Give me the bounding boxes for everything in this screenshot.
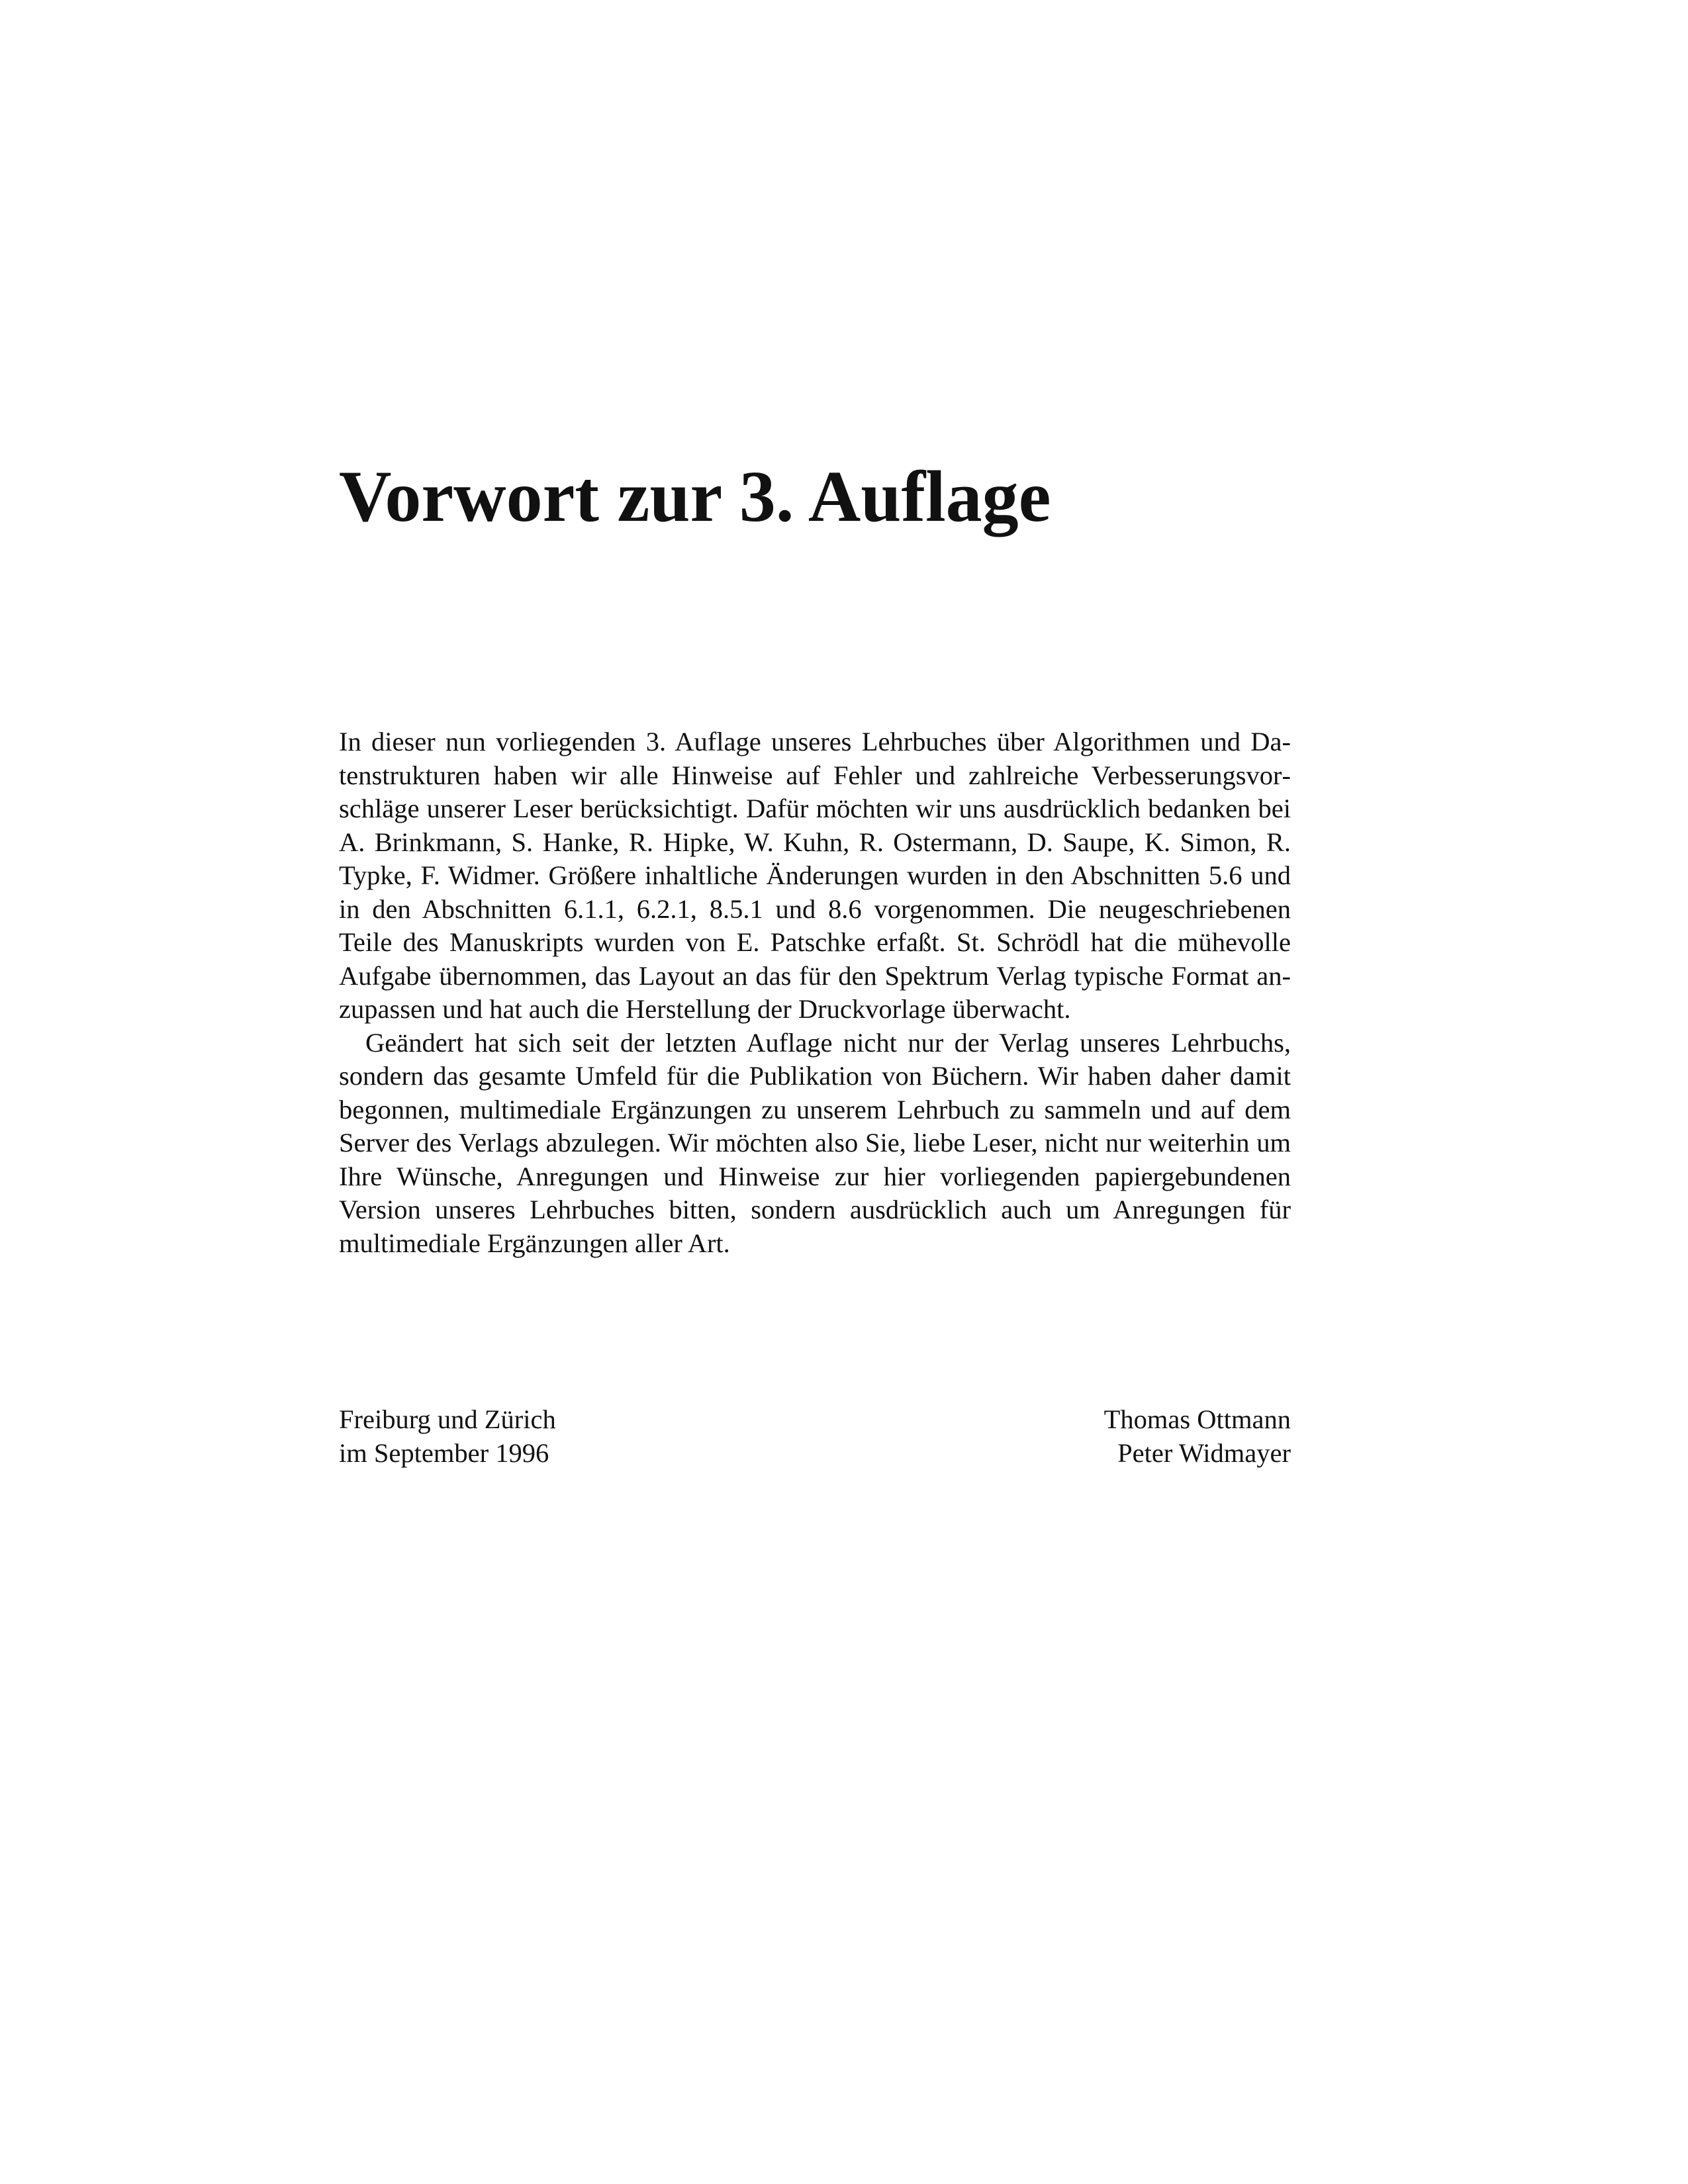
paragraph-1: In dieser nun vorliegenden 3. Auflage unseres Lehrbuches über Algorithmen und Datenstrukturen haben wir alle Hinweise auf Fehler und zahlreiche Verbesserungsvorschläge unserer Leser berücksichtigt. Dafür möchten wir uns ausdrücklich bedanken bei A. Brinkmann, S. Hanke, R. Hipke, W. Kuhn, R. Ostermann, D. Saupe, K. Simon, R. Typke, F. Widmer. Größere inhaltliche Änderungen wurden in den Abschnitten 5.6 und in den Abschnitten 6.1.1, 6.2.1, 8.5.1 und 8.6 vorgenommen. Die neugeschriebenen Teile des Manuskripts wurden von E. Patschke erfaßt. St. Schrödl hat die mühevolle Aufgabe übernommen, das Layout an das für den Spektrum Verlag typische Format anzupassen und hat auch die Herstellung der Druckvorlage überwacht. xyxy=(339,727,1291,1024)
author-name: Thomas Ottmann xyxy=(1103,1404,1291,1434)
paragraph-2: Geändert hat sich seit der letzten Auflage nicht nur der Verlag unseres Lehrbuchs, sondern das gesamte Umfeld für die Publikation von Büchern. Wir haben daher damit begonnen, multimediale Ergänzungen zu unserem Lehrbuch zu sammeln und auf dem Server des Verlags abzulegen. Wir möchten also Sie, liebe Leser, nicht nur weiterhin um Ihre Wünsche, Anregungen und Hinweise zur hier vorliegenden papiergebundenen Version unseres Lehrbuches bitten, sondern ausdrücklich auch um Anregungen für multimediale Ergänzungen aller Art. xyxy=(339,1027,1291,1258)
place-and-date xyxy=(339,1403,556,1470)
authors xyxy=(1104,1403,1291,1470)
page-title: Vorwort zur 3. Auflage xyxy=(339,456,1051,537)
date-line: im September 1996 xyxy=(339,1437,549,1468)
author-name: Peter Widmayer xyxy=(1117,1437,1291,1468)
place-line: Freiburg und Zürich xyxy=(339,1404,556,1434)
preface-body xyxy=(339,725,1291,1260)
